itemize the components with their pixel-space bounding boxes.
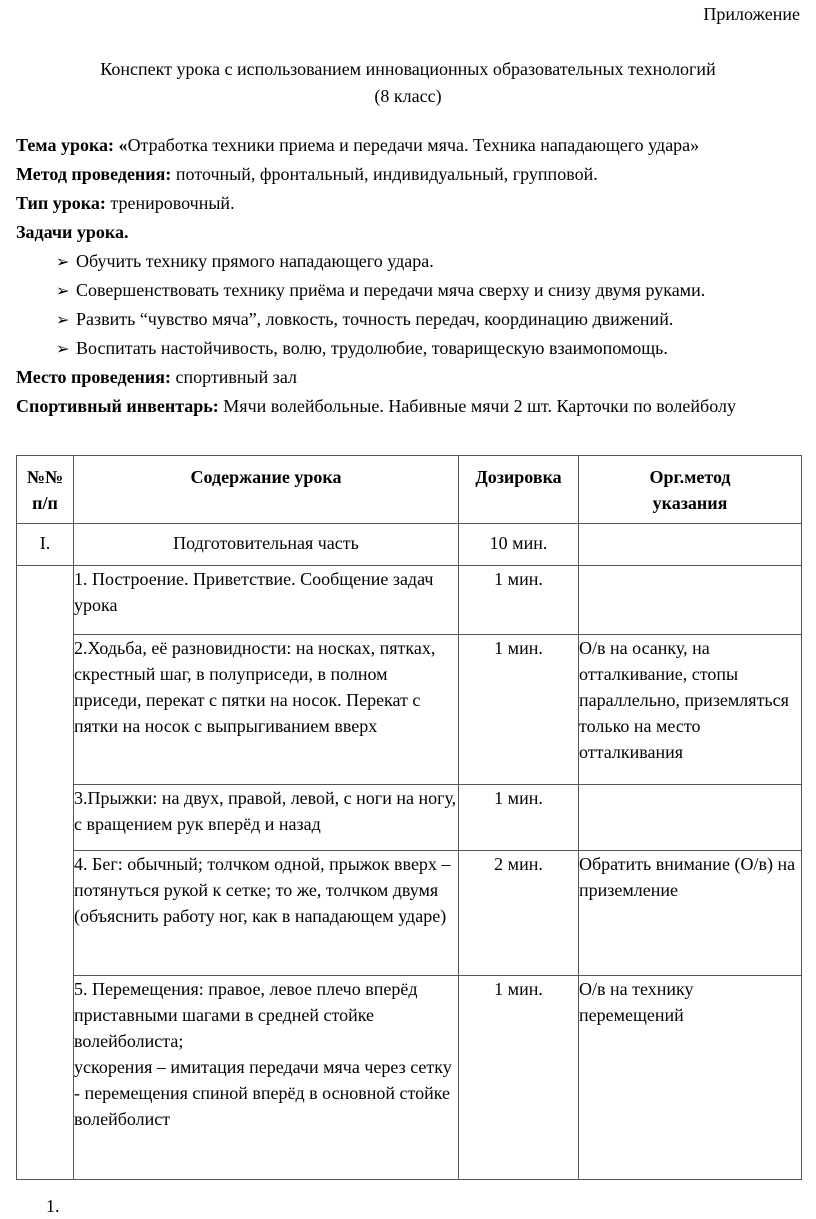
equipment-line: [16, 392, 800, 421]
table-row: [17, 566, 802, 635]
arrow-bullet-icon: ➢: [56, 339, 70, 358]
topic-line: [16, 131, 800, 160]
footer-number: 1.: [46, 1196, 60, 1216]
header-notes: Орг.метод указания: [579, 456, 802, 524]
row-dosage: 1 мин.: [459, 566, 579, 635]
row-dosage: 1 мин.: [459, 976, 579, 1180]
lesson-meta: [16, 131, 800, 421]
task-text: Совершенствовать технику приёма и передачи мяча сверху и снизу двумя руками.: [76, 280, 706, 300]
row-dosage: 2 мин.: [459, 851, 579, 976]
venue-line: [16, 363, 800, 392]
num-cell-empty: [17, 566, 74, 1180]
task-text: Воспитать настойчивость, волю, трудолюбие, товарищескую взаимопомощь.: [76, 338, 668, 358]
list-item: [16, 247, 800, 276]
arrow-bullet-icon: ➢: [56, 281, 70, 300]
topic-label: Тема урока: «: [16, 135, 128, 155]
equipment-label: Спортивный инвентарь:: [16, 396, 219, 416]
topic-value: Отработка техники приема и передачи мяча. Техника нападающего удара»: [127, 135, 700, 155]
title-line-1: Конспект урока с использованием инновационных образовательных технологий: [100, 59, 716, 79]
document-title: [0, 56, 816, 110]
lesson-type-label: Тип урока:: [16, 193, 106, 213]
row-notes: [579, 785, 802, 851]
lesson-type-value: тренировочный.: [105, 193, 235, 213]
task-text: Обучить технику прямого нападающего удара.: [76, 251, 434, 271]
title-line-2: (8 класс): [374, 86, 442, 106]
row-content: 5. Перемещения: правое, левое плечо вперёд приставными шагами в средней стойке волейболиста; ускорения – имитация передачи мяча через сетку - перемещения спиной вперёд в основной стойке волейболист: [74, 976, 459, 1180]
row-notes: Обратить внимание (О/в) на приземление: [579, 851, 802, 976]
method-label: Метод проведения:: [16, 164, 172, 184]
table-row: [17, 635, 802, 785]
section-row: [17, 524, 802, 566]
header-dosage: Дозировка: [459, 456, 579, 524]
lesson-plan-table: [16, 455, 800, 1180]
list-item: [16, 305, 800, 334]
row-content: 2.Ходьба, её разновидности: на носках, пятках, скрестный шаг, в полуприседи, в полном приседи, перекат с пятки на носок. Перекат с пятки на носок с выпрыгиванием вверх: [74, 635, 459, 785]
row-notes: О/в на осанку, на отталкивание, стопы параллельно, приземляться только на место отталкивания: [579, 635, 802, 785]
arrow-bullet-icon: ➢: [56, 252, 70, 271]
row-notes: [579, 566, 802, 635]
row-content: 1. Построение. Приветствие. Сообщение задач урока: [74, 566, 459, 635]
row-notes: О/в на технику перемещений: [579, 976, 802, 1180]
tasks-label: Задачи урока.: [16, 222, 129, 242]
venue-value: спортивный зал: [171, 367, 298, 387]
table-header-row: [17, 456, 802, 524]
equipment-value: Мячи волейбольные. Набивные мячи 2 шт. Карточки по волейболу: [218, 396, 736, 416]
row-content: 3.Прыжки: на двух, правой, левой, с ноги на ногу, с вращением рук вперёд и назад: [74, 785, 459, 851]
list-item: [16, 276, 800, 305]
arrow-bullet-icon: ➢: [56, 310, 70, 329]
section-title: Подготовительная часть: [74, 524, 459, 566]
header-content: Содержание урока: [74, 456, 459, 524]
table-row: [17, 976, 802, 1180]
method-line: [16, 160, 800, 189]
table-row: [17, 785, 802, 851]
header-num: №№ п/п: [17, 456, 74, 524]
venue-label: Место проведения:: [16, 367, 172, 387]
section-notes: [579, 524, 802, 566]
table-row: [17, 851, 802, 976]
section-num: I.: [17, 524, 74, 566]
tasks-heading: [16, 218, 800, 247]
task-text: Развить “чувство мяча”, ловкость, точность передач, координацию движений.: [76, 309, 674, 329]
tasks-list: [16, 247, 800, 363]
list-item: [16, 334, 800, 363]
row-dosage: 1 мин.: [459, 785, 579, 851]
method-value: поточный, фронтальный, индивидуальный, групповой.: [171, 164, 598, 184]
section-dosage: 10 мин.: [459, 524, 579, 566]
lesson-type-line: [16, 189, 800, 218]
appendix-label: Приложение: [703, 4, 800, 24]
row-content: 4. Бег: обычный; толчком одной, прыжок вверх – потянуться рукой к сетке; то же, толчком двумя (объяснить работу ног, как в нападающем ударе): [74, 851, 459, 976]
row-dosage: 1 мин.: [459, 635, 579, 785]
